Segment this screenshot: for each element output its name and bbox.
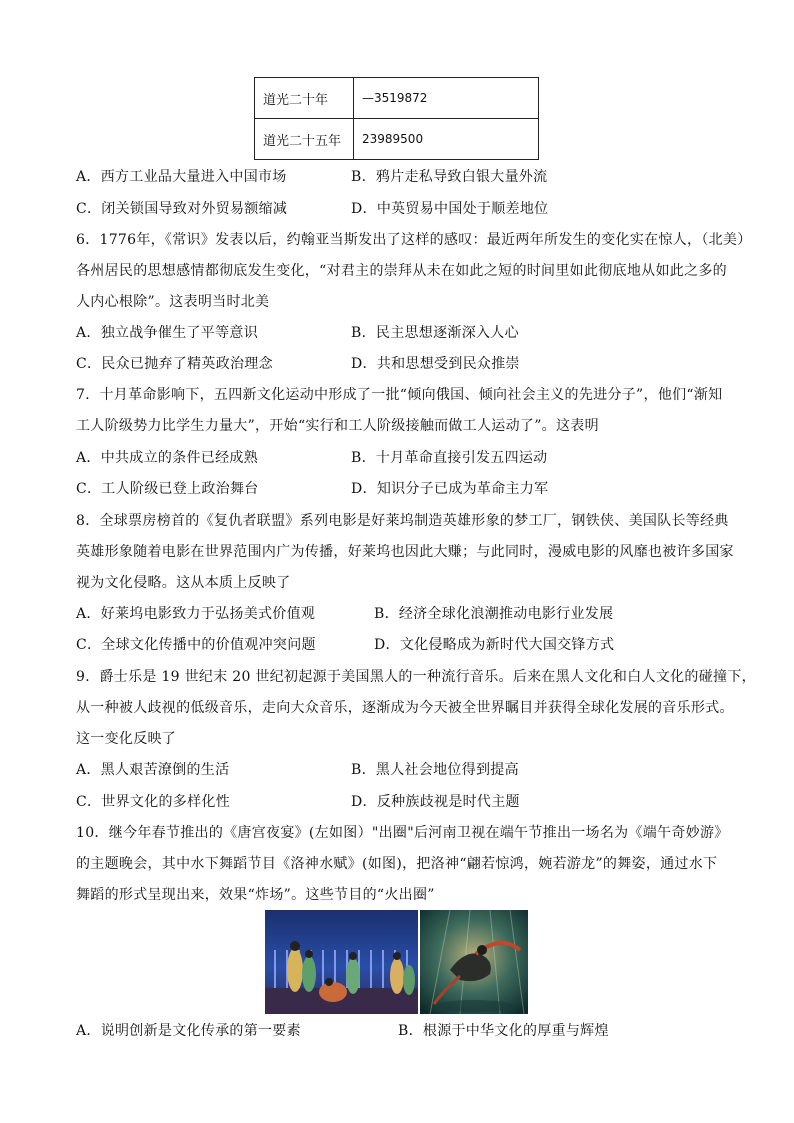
q6-option-c: C．民众已抛弃了精英政治理念 <box>76 356 273 372</box>
q5-option-b: B．鸦片走私导致白银大量外流 <box>351 169 548 185</box>
q9-option-b: B．黑人社会地位得到提高 <box>351 762 519 778</box>
tang-palace-dance-photo <box>265 910 418 1014</box>
q8-option-a: A．好莱坞电影致力于弘扬美式价值观 <box>76 606 316 622</box>
q8-option-d: D．文化侵略成为新时代大国交锋方式 <box>374 637 615 653</box>
q8-option-b: B．经济全球化浪潮推动电影行业发展 <box>374 606 614 622</box>
q7-stem-line2: 工人阶级势力比学生力量大”，开始“实行和工人阶级接触而做工人运动了”。这表明 <box>76 418 599 434</box>
q9-stem-line3: 这一变化反映了 <box>76 731 177 747</box>
q7-option-c: C．工人阶级已登上政治舞台 <box>76 481 259 497</box>
q10-option-b: B．根源于中华文化的厚重与辉煌 <box>398 1023 609 1039</box>
q7-stem-line1: 7．十月革命影响下，五四新文化运动中形成了一批“倾向俄国、倾向社会主义的先进分子”，他们“渐知 <box>76 387 723 403</box>
q9-option-c: C．世界文化的多样化性 <box>76 794 231 810</box>
q7-option-a: A．中共成立的条件已经成熟 <box>76 450 259 466</box>
q6-option-b: B．民主思想逐渐深入人心 <box>351 325 519 341</box>
q9-option-a: A．黑人艰苦潦倒的生活 <box>76 762 230 778</box>
q10-stem-line1: 10．继今年春节推出的《唐宫夜宴》(左如图）"出圈"后河南卫视在端午节推出一场名为《端午奇妙游》 <box>76 825 729 841</box>
q6-option-a: A．独立战争催生了平等意识 <box>76 325 259 341</box>
q7-option-b: B．十月革命直接引发五四运动 <box>351 450 548 466</box>
table-cell-value: 23989500 <box>354 119 539 160</box>
q8-stem-line3: 视为文化侵略。这从本质上反映了 <box>76 575 291 591</box>
q7-option-d: D．知识分子已成为革命主力军 <box>351 481 549 497</box>
q10-option-a: A．说明创新是文化传承的第一要素 <box>76 1023 301 1039</box>
q6-stem-line3: 人内心根除”。这表明当时北美 <box>76 294 270 310</box>
q5-option-d: D．中英贸易中国处于顺差地位 <box>351 201 549 217</box>
q6-stem-line1: 6．1776年，《常识》发表以后，约翰亚当斯发出了这样的感叹：最近两年所发生的变化实在惊人，（北美） <box>76 232 752 248</box>
q6-stem-line2: 各州居民的思想感情都彻底发生变化，“对君主的崇拜从未在如此之短的时间里如此彻底地从如此之多的 <box>76 263 727 279</box>
table-cell-value: —3519872 <box>354 78 539 119</box>
table-cell-year: 道光二十年 <box>255 78 354 119</box>
q5-option-a: A．西方工业品大量进入中国市场 <box>76 169 287 185</box>
q8-stem-line2: 英雄形象随着电影在世界范围内广为传播，好莱坞也因此大赚；与此同时，漫威电影的风靡也被许多国家 <box>76 544 734 560</box>
table-row <box>255 78 539 119</box>
q6-option-d: D．共和思想受到民众推崇 <box>351 356 520 372</box>
q5-option-c: C．闭关锁国导致对外贸易额缩减 <box>76 201 288 217</box>
q9-stem-line1: 9．爵士乐是 19 世纪末 20 世纪初起源于美国黑人的一种流行音乐。后来在黑人文化和白人文化的碰撞下， <box>76 669 756 685</box>
q9-stem-line2: 从一种被人歧视的低级音乐，走向大众音乐，逐渐成为今天被全世界瞩目并获得全球化发展的音乐形式。 <box>76 700 734 716</box>
q8-option-c: C．全球文化传播中的价值观冲突问题 <box>76 637 316 653</box>
q10-stem-line3: 舞蹈的形式呈现出来，效果“炸场”。这些节目的“火出圈” <box>76 887 435 903</box>
table-cell-year: 道光二十五年 <box>255 119 354 160</box>
trade-data-table <box>254 77 539 160</box>
q9-option-d: D．反种族歧视是时代主题 <box>351 794 520 810</box>
q8-stem-line1: 8．全球票房榜首的《复仇者联盟》系列电影是好莱坞制造英雄形象的梦工厂，钢铁侠、美国队长等经典 <box>76 513 729 529</box>
luoshen-underwater-dance-photo <box>420 910 528 1014</box>
q10-stem-line2: 的主题晚会，其中水下舞蹈节目《洛神水赋》(如图)，把洛神“翩若惊鸿，婉若游龙”的舞姿，通过水下 <box>76 856 718 872</box>
table-row <box>255 119 539 160</box>
